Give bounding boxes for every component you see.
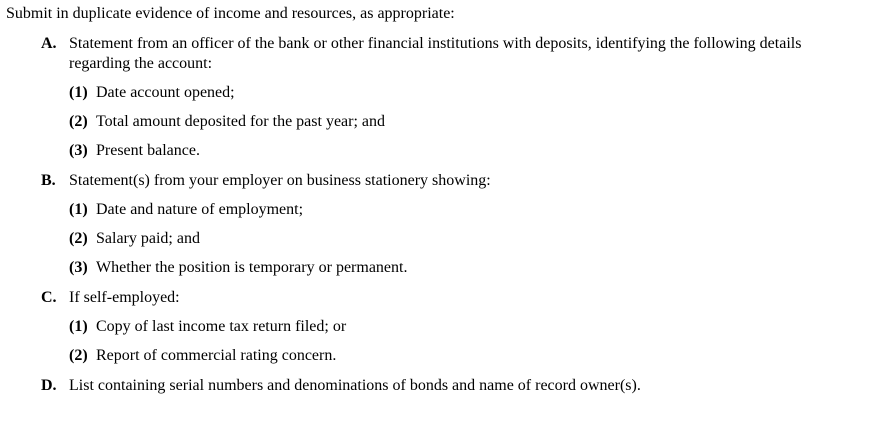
section-b [41,172,491,190]
section-a [41,35,801,53]
section-b-letter: B. [41,172,56,189]
section-a-item-1 [69,84,235,102]
section-a-letter: A. [41,35,57,52]
section-a-text-line2: regarding the account: [69,55,213,72]
item-number: (2) [69,347,88,364]
section-c-item-2 [69,347,336,365]
section-b-text: Statement(s) from your employer on business stationery showing: [69,172,491,189]
section-c [41,289,180,307]
item-number: (3) [69,259,88,276]
section-b-item-1 [69,201,303,219]
section-b-item-3 [69,259,407,277]
intro-paragraph: Submit in duplicate evidence of income and resources, as appropriate: [6,5,455,22]
item-number: (1) [69,84,88,101]
item-number: (3) [69,142,88,159]
item-text: Present balance. [96,142,200,159]
section-d [41,377,641,395]
section-a-text-line1: Statement from an officer of the bank or other financial institutions with deposits, identifying the following details [69,35,802,52]
item-text: Total amount deposited for the past year; and [96,113,386,130]
section-a-item-3 [69,142,200,160]
section-c-letter: C. [41,289,57,306]
item-text: Report of commercial rating concern. [96,347,337,364]
item-text: Copy of last income tax return filed; or [96,318,347,335]
item-number: (1) [69,318,88,335]
item-number: (1) [69,201,88,218]
section-d-text: List containing serial numbers and denominations of bonds and name of record owner(s). [69,377,641,394]
section-d-letter: D. [41,377,57,394]
item-number: (2) [69,113,88,130]
section-a-item-2 [69,113,385,131]
section-b-item-2 [69,230,200,248]
item-text: Whether the position is temporary or permanent. [96,259,408,276]
section-c-text: If self-employed: [69,289,180,306]
item-text: Salary paid; and [96,230,200,247]
section-c-item-1 [69,318,346,336]
item-number: (2) [69,230,88,247]
item-text: Date and nature of employment; [96,201,304,218]
item-text: Date account opened; [96,84,235,101]
